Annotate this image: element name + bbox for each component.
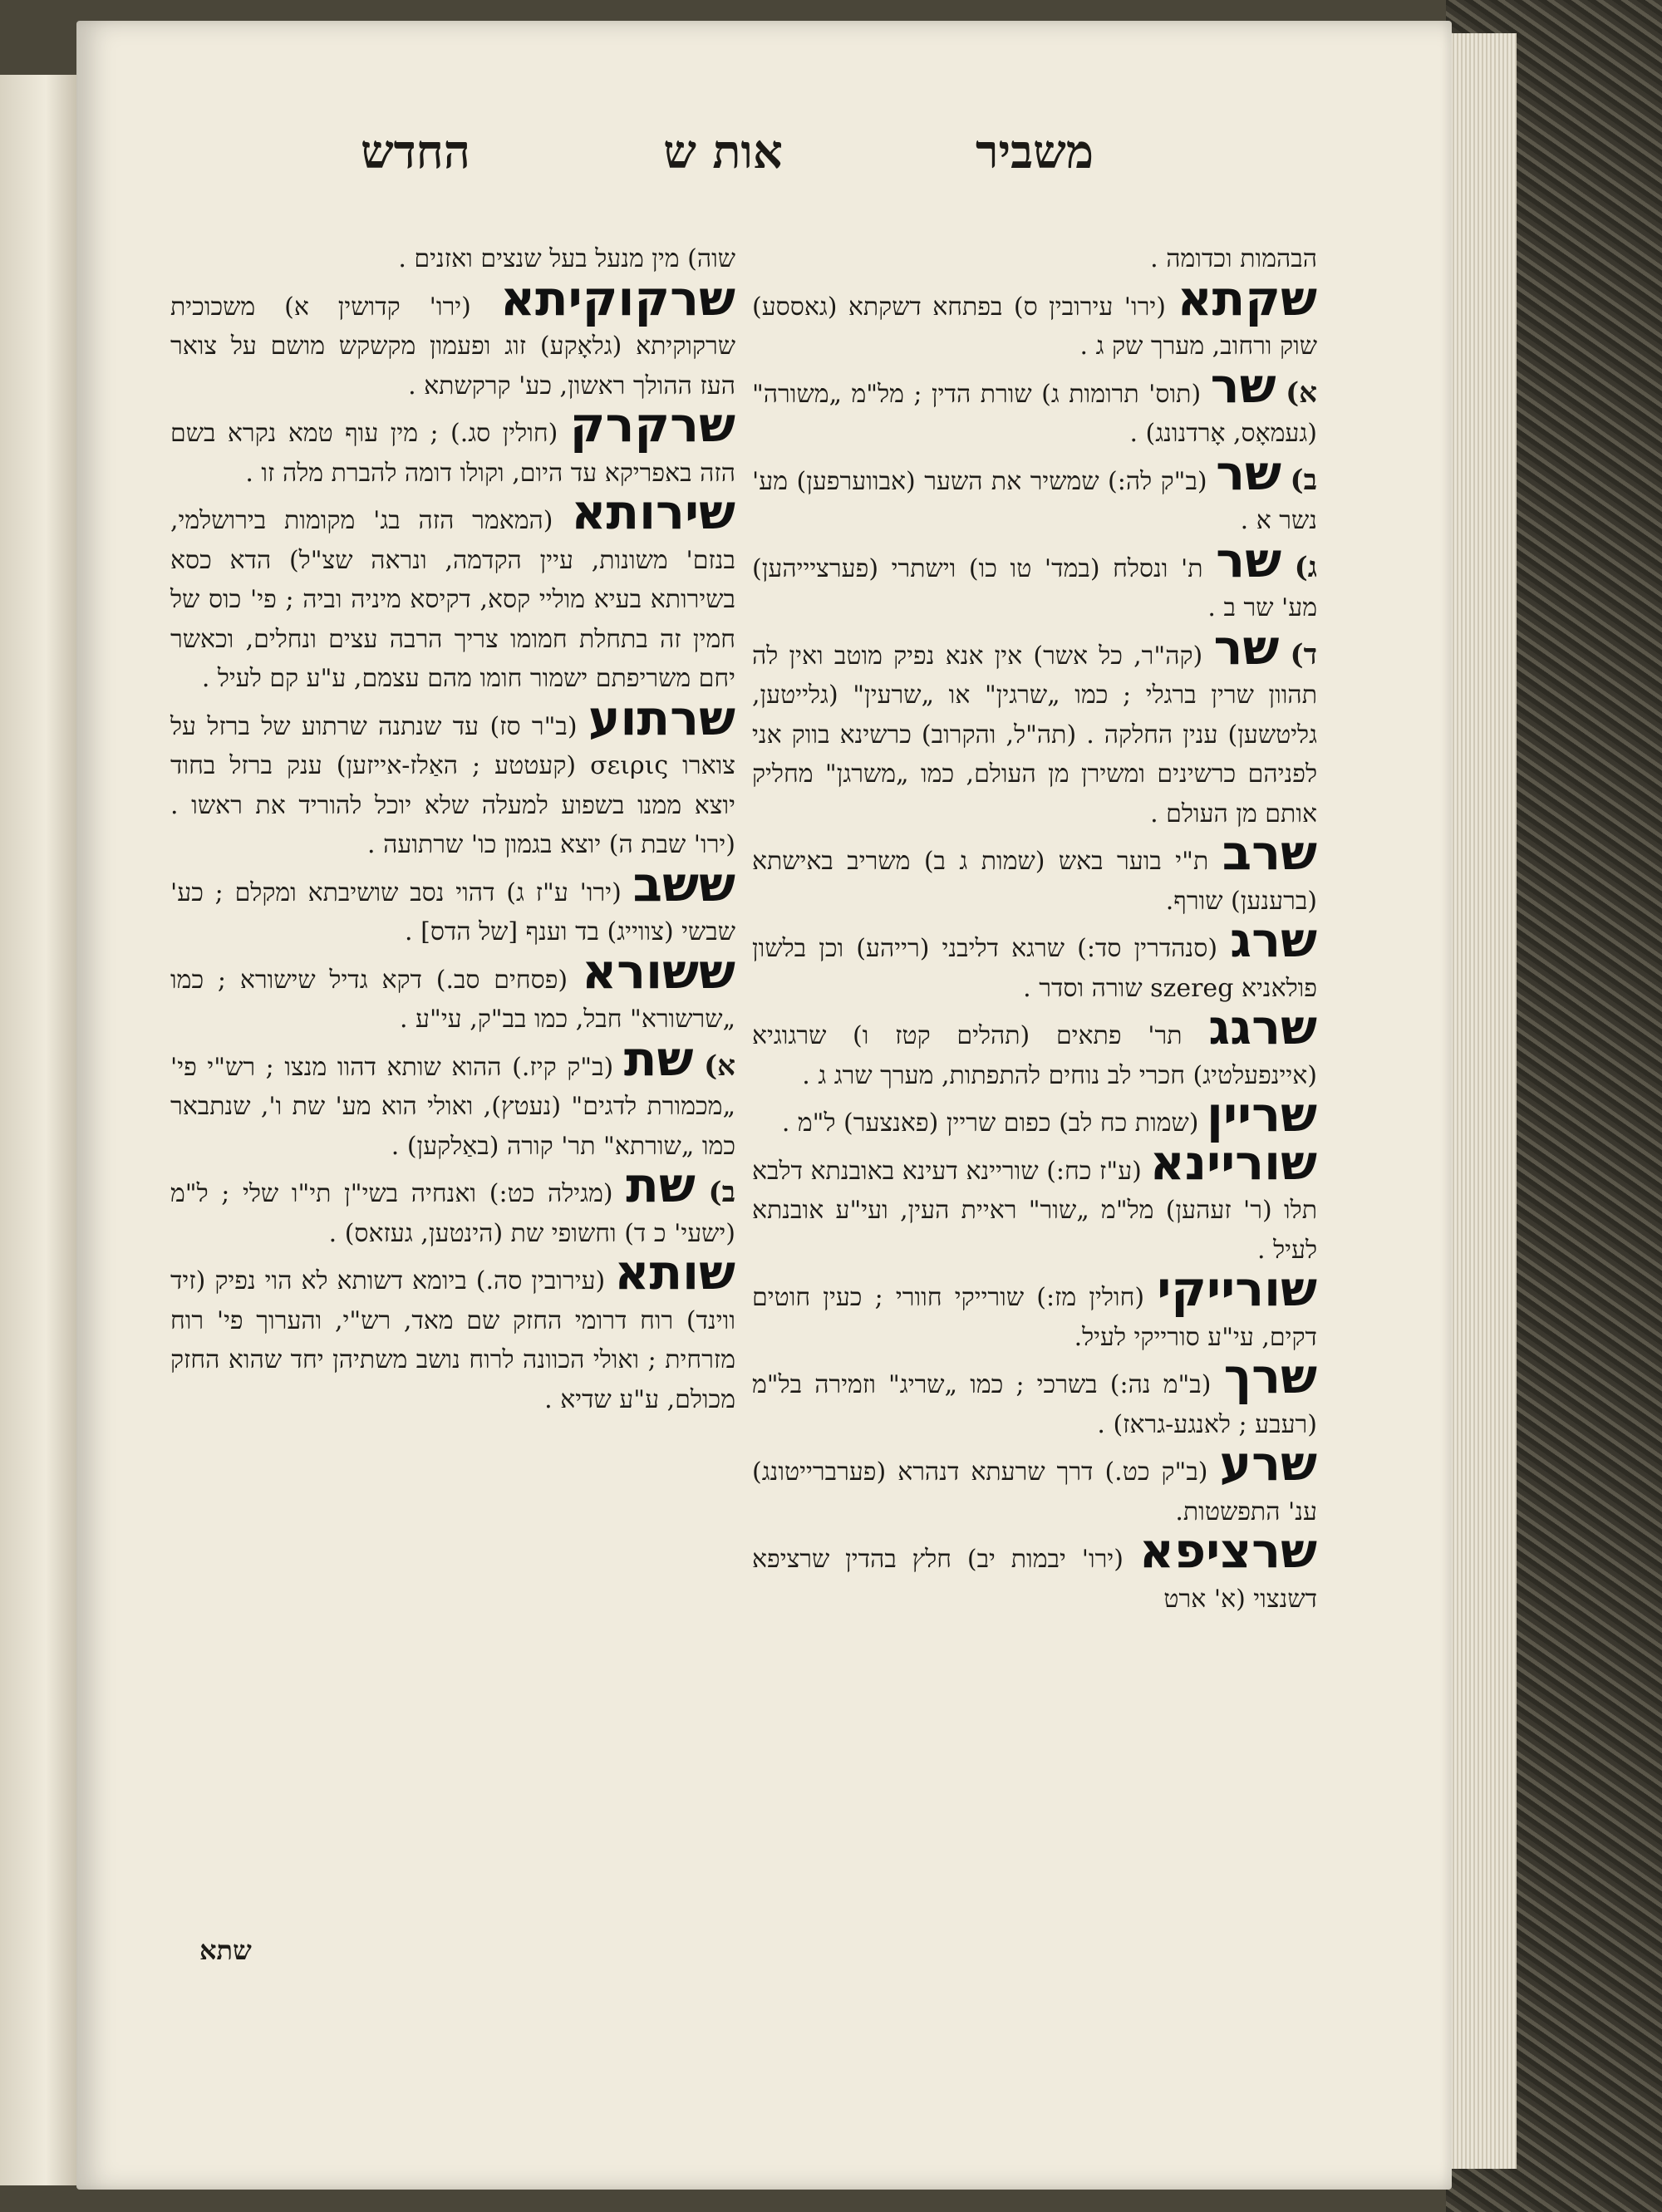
- dictionary-entry: [752, 912, 1317, 1008]
- entry-headword: שרג: [1230, 912, 1317, 968]
- dictionary-entry: [752, 1261, 1317, 1357]
- entry-headword: שרך: [1223, 1348, 1317, 1404]
- entry-definition: (ירו' ע"ז ג) דהוי נסב שושיבתא ומקלם ; כע' שבשי (צווייג) בד וענף [של הדס] .: [170, 877, 735, 946]
- running-head-left: החדש: [361, 125, 470, 179]
- entry-number: א): [1286, 376, 1317, 410]
- right-column: [752, 231, 1317, 1619]
- entry-number: ב): [1290, 463, 1317, 497]
- running-head-center: אות ש: [663, 125, 783, 179]
- entry-definition: שוה) מין מנעל בעל שנצים ואזנים .: [398, 244, 735, 273]
- entry-headword: שרציפא: [1138, 1522, 1317, 1579]
- entry-headword: ששורא: [581, 942, 735, 1000]
- entry-definition: תר' פתאים (תהלים קטז ו) שרגוגיא (איינפעלטיג) חכרי לב נוחים להתפתות, מערך שרג ג .: [752, 1021, 1317, 1090]
- entry-definition: (תוס' תרומות ג) שורת הדין ; מל"מ „משורה" (געמאָס, אָרדנונג) .: [752, 379, 1317, 448]
- entry-number: ג): [1294, 550, 1317, 584]
- entry-definition: (ירו' קדושין א) משכוכית שרקוקיתא (גלאָקע) זוג ופעמון מקשקש מושם על צואר העז ההולך ראשון, כע' קרקשתא .: [170, 292, 735, 401]
- running-head-right: משביר: [975, 125, 1094, 179]
- dictionary-entry: [752, 999, 1317, 1095]
- dictionary-entry: [170, 1244, 735, 1419]
- entry-headword: שירותא: [571, 484, 735, 540]
- entry-headword: שר: [1216, 531, 1282, 588]
- entry-definition: (ב"מ נה:) בשרכי ; כמו „שריג" וזמירה בל"מ (רעבע ; לאנגע-גראז) .: [752, 1370, 1317, 1439]
- entry-definition: (ב"ק לה:) שמשיר את השער (אבווערפען) מע' נשר א .: [752, 466, 1317, 535]
- entry-headword: שקתא: [1177, 269, 1317, 327]
- dictionary-entry: [170, 396, 735, 493]
- entry-headword: שר: [1213, 618, 1280, 676]
- entry-definition: (קה"ר, כל אשר) אין אנא נפיק מוטב ואין לה תהוון שרין ברגלי ; כמו „שרגין" או „שרעין" (גלייטען, גליטשען) ענין החלקה . (תה"ל, והקרוב) כרשינא בווק אני לפניהם כרשינים ומשירן מן העולם, כמו „משרגן" מחליק אותם מן העולם .: [752, 641, 1317, 828]
- dictionary-entry: [752, 1133, 1317, 1271]
- entry-definition: (ב"ק כט.) דרך שרעתא דנהרא (פערברייטונג) ענ' התפשטות.: [752, 1457, 1317, 1526]
- entry-headword: שרגג: [1208, 999, 1317, 1055]
- dictionary-entry: [752, 1522, 1317, 1619]
- entry-number: ב): [708, 1176, 736, 1209]
- entry-headword: שר: [1210, 356, 1276, 414]
- entry-definition: (ב"ר סז) עד שנתנה שרתוע של ברזל על צוארו σειρις (קעטטע ; האַלז-אייזען) ענק ברזל בחוד יוצא ממנו בשפוע למעלה שלא יוכל להוריד את ראשו . (ירו' שבת ה) יוצא בגמון כו' שרתועה .: [170, 711, 735, 859]
- entry-definition: ת' ונסלח (במד' טו כו) וישתרי (פערציייהען) מע' שר ב .: [752, 553, 1317, 622]
- entry-definition: (חולין מז:) שורייקי חוורי ; כעין חוטים דקים, עי"ע סורייקי לעיל.: [752, 1283, 1317, 1352]
- page-edges: [1450, 33, 1517, 2169]
- entry-definition: (עירובין סה.) ביומא דשותא לא הוי נפיק (זיד ווינד) רוח דרומי החזק שם מאד, רש"י, והערוך פי' רוח מזרחית ; ואולי הכוונה לרוח נושב משתיהן יחד שהוא החזק מכולם, ע"ע שדיא .: [170, 1266, 735, 1414]
- entry-headword: שת: [623, 1030, 694, 1087]
- entry-definition: (מגילה כט:) ואנחיה בשי"ן תי"ו שלי ; ל"מ (ישעי' כ ד) וחשופי שת (הינטען, געזאס) .: [170, 1179, 735, 1248]
- entry-headword: שרקוקיתא: [499, 269, 735, 327]
- entry-definition: (ב"ק קיז.) ההוא שותא דהוו מנצו ; רש"י פי' „מכמורת לדגים" (נעטץ), ואולי הוא מע' שת ו', שנתבאר כמו „שורתא" תר' קורה (באַלקען) .: [170, 1052, 735, 1161]
- dictionary-entry: [170, 269, 735, 406]
- dictionary-entry: [170, 1157, 736, 1253]
- entry-definition: (שמות כח לב) כפום שריין (פאנצער) ל"מ .: [781, 1108, 1199, 1138]
- entry-headword: שר: [1216, 444, 1282, 501]
- entry-definition: (ע"ז כח:) שוריינא דעינא באובנתא דלבא תלו (ר' זעהען) מל"מ „שור" ראיית העין, ועי"ע אובנתא לעיל .: [752, 1156, 1317, 1265]
- entry-headword: שרע: [1219, 1435, 1317, 1492]
- dictionary-entry: [752, 1435, 1317, 1531]
- entry-number: ד): [1290, 637, 1317, 671]
- dictionary-entry: [752, 269, 1317, 366]
- entry-definition: (ירו' יבמות יב) חלץ בהדין שרציפא דשנצוי (א' ארט: [752, 1545, 1317, 1614]
- entry-headword: שת: [626, 1157, 696, 1213]
- entry-headword: שרקרק: [569, 396, 735, 453]
- dictionary-entry: [752, 444, 1317, 541]
- dictionary-entry: [752, 1348, 1317, 1444]
- entry-definition: (ירו' עירובין ס) בפתחא דשקתא (גאססע) שוק ורחוב, מערך שק ג .: [752, 292, 1317, 361]
- dictionary-entry: [170, 1030, 735, 1167]
- dictionary-entry: [170, 942, 735, 1040]
- entry-headword: שורייקי: [1157, 1261, 1317, 1317]
- dictionary-entry: [752, 824, 1317, 921]
- catchword: שתא: [199, 1934, 252, 1966]
- dictionary-entry: [170, 484, 735, 699]
- entry-definition: (פסחים סב.) דקא גדיל שישורא ; כמו „שרשורא" חבל, כמו בב"ק, עי"ע .: [170, 965, 735, 1034]
- entry-number: א): [704, 1049, 735, 1083]
- entry-definition: (סנהדרין סד:) שרגא דליבני (רייהע) וכן בלשון פולאניא szereg שורה וסדר .: [752, 934, 1317, 1003]
- entry-headword: שריין: [1207, 1086, 1317, 1143]
- dictionary-entry: [752, 531, 1317, 628]
- dictionary-entry: [752, 618, 1317, 834]
- entry-headword: ששב: [632, 855, 735, 912]
- entry-headword: שותא: [614, 1244, 735, 1300]
- entry-definition: הבהמות וכדומה .: [1150, 244, 1317, 273]
- left-page-edge: [0, 75, 79, 2185]
- entry-definition: ת"י בוער באש (שמות ג ב) משריב באישתא (ברענען) שורף.: [752, 847, 1317, 916]
- dictionary-entry: [170, 689, 735, 865]
- entry-headword: שוריינא: [1149, 1133, 1317, 1191]
- dictionary-entry: [170, 855, 735, 952]
- entry-headword: שרתוע: [588, 689, 735, 746]
- entry-definition: (המאמר הזה בג' מקומות בירושלמי, בנזם' משונות, עיין הקדמה, ונראה שצ"ל) הדא כסא בשירותא בעיא מוליי קסא, דקיסא מיניה וביה ; פי' כוס של חמין זה בתחלת חמומו צריך הרבה עצים ונחלים, וכאשר יחם משריפתם ישמור חומו מהם עצמם, ע"ע קם לעיל .: [170, 506, 735, 693]
- dictionary-entry: [752, 356, 1317, 454]
- entry-definition: (חולין סג.) ; מין עוף טמא נקרא בשם הזה באפריקא עד היום, וקולו דומה להברת מלה זו .: [170, 419, 735, 488]
- left-column: [170, 231, 735, 1419]
- entry-headword: שרב: [1222, 824, 1317, 881]
